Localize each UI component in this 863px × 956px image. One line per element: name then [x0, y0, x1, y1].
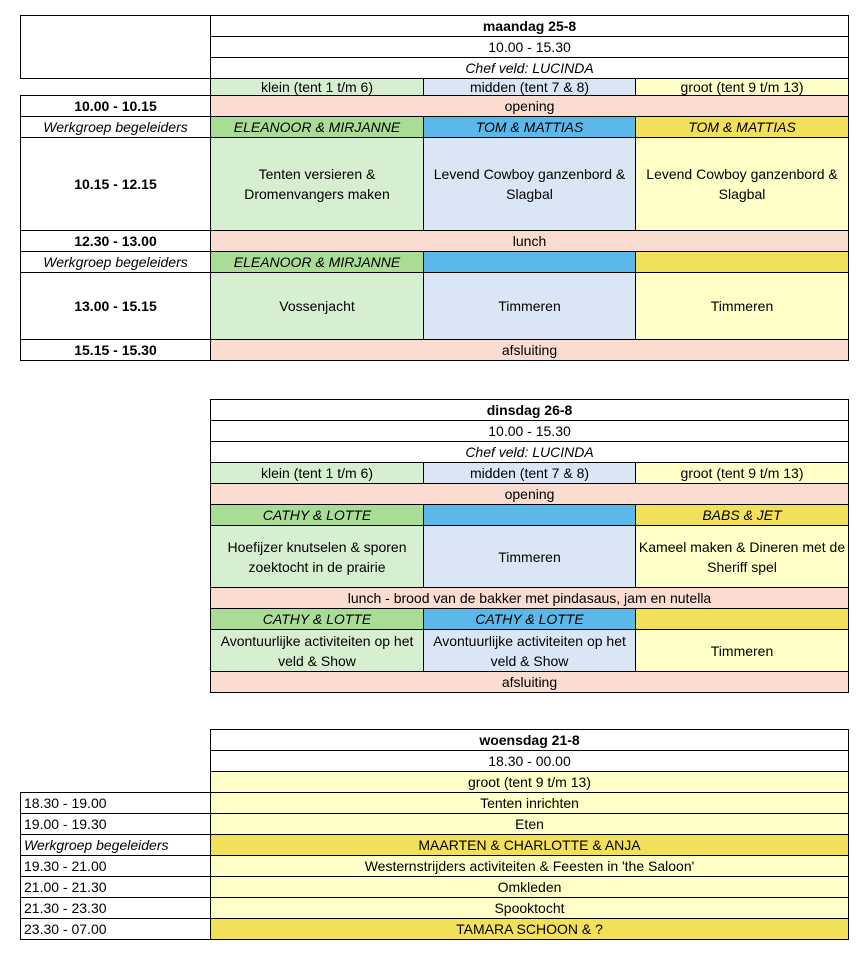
group-midden: midden (tent 7 & 8) [424, 79, 636, 96]
opening-row: opening [211, 96, 849, 117]
leader-klein: ELEANOOR & MIRJANNE [211, 252, 424, 273]
activity-midden: Timmeren [424, 273, 636, 340]
leader-klein: ELEANOOR & MIRJANNE [211, 117, 424, 138]
werkgroep-label: Werkgroep begeleiders [21, 117, 211, 138]
activity-klein: Vossenjacht [211, 273, 424, 340]
afsluiting-row: afsluiting [211, 672, 849, 693]
opening-row: opening [211, 484, 849, 505]
lunch-row: lunch [211, 231, 849, 252]
time-slot: 13.00 - 15.15 [21, 273, 211, 340]
group-groot: groot (tent 9 t/m 13) [636, 79, 849, 96]
lunch-row: lunch - brood van de bakker met pindasaus, jam en nutella [211, 588, 849, 609]
day-hours: 10.00 - 15.30 [211, 421, 849, 442]
time-slot: 12.30 - 13.00 [21, 231, 211, 252]
afsluiting-row: afsluiting [211, 340, 849, 361]
group-groot: groot (tent 9 t/m 13) [211, 772, 849, 793]
chef-veld: Chef veld: LUCINDA [211, 58, 849, 79]
leader-groot: TOM & MATTIAS [636, 117, 849, 138]
leader-groot [636, 252, 849, 273]
time-slot: 18.30 - 19.00 [21, 793, 211, 814]
spacer-cell [21, 751, 211, 772]
time-slot: 10.00 - 10.15 [21, 96, 211, 117]
group-midden: midden (tent 7 & 8) [424, 463, 636, 484]
chef-veld: Chef veld: LUCINDA [211, 442, 849, 463]
group-klein: klein (tent 1 t/m 6) [211, 79, 424, 96]
activity-groot: Timmeren [636, 630, 849, 672]
leader-midden: TOM & MATTIAS [424, 117, 636, 138]
activity-row: Tenten inrichten [211, 793, 849, 814]
day-header: maandag 25-8 [211, 16, 849, 37]
schedule-tuesday [210, 399, 849, 693]
activity-klein: Hoefijzer knutselen & sporen zoektocht in de prairie [211, 526, 424, 588]
werkgroep-label: Werkgroep begeleiders [21, 835, 211, 856]
day-header: dinsdag 26-8 [211, 400, 849, 421]
schedule-wednesday [20, 729, 849, 940]
time-slot: 10.15 - 12.15 [21, 138, 211, 231]
leader-midden: CATHY & LOTTE [424, 609, 636, 630]
activity-row: Westernstrijders activiteiten & Feesten in 'the Saloon' [211, 856, 849, 877]
leader-row: TAMARA SCHOON & ? [211, 919, 849, 940]
time-slot: 21.30 - 23.30 [21, 898, 211, 919]
activity-row: Omkleden [211, 877, 849, 898]
activity-klein: Avontuurlijke activiteiten op het veld & Show [211, 630, 424, 672]
activity-row: Spooktocht [211, 898, 849, 919]
schedule-monday [20, 15, 849, 361]
day-hours: 10.00 - 15.30 [211, 37, 849, 58]
leader-row: MAARTEN & CHARLOTTE & ANJA [211, 835, 849, 856]
spacer-cell [21, 772, 211, 793]
leader-groot: BABS & JET [636, 505, 849, 526]
leader-midden [424, 505, 636, 526]
werkgroep-label: Werkgroep begeleiders [21, 252, 211, 273]
activity-midden: Timmeren [424, 526, 636, 588]
leader-groot [636, 609, 849, 630]
day-header: woensdag 21-8 [211, 730, 849, 751]
group-klein: klein (tent 1 t/m 6) [211, 463, 424, 484]
activity-midden: Avontuurlijke activiteiten op het veld & Show [424, 630, 636, 672]
time-slot: 21.00 - 21.30 [21, 877, 211, 898]
day-hours: 18.30 - 00.00 [211, 751, 849, 772]
time-slot: 19.30 - 21.00 [21, 856, 211, 877]
leader-midden [424, 252, 636, 273]
leader-klein: CATHY & LOTTE [211, 609, 424, 630]
time-slot: 19.00 - 19.30 [21, 814, 211, 835]
activity-groot: Timmeren [636, 273, 849, 340]
time-slot: 15.15 - 15.30 [21, 340, 211, 361]
group-groot: groot (tent 9 t/m 13) [636, 463, 849, 484]
time-slot: 23.30 - 07.00 [21, 919, 211, 940]
spacer-cell [21, 79, 211, 96]
empty-corner-cell [21, 16, 211, 79]
activity-groot: Kameel maken & Dineren met de Sheriff spel [636, 526, 849, 588]
activity-klein: Tenten versieren & Dromenvangers maken [211, 138, 424, 231]
activity-row: Eten [211, 814, 849, 835]
spacer-cell [21, 730, 211, 751]
activity-midden: Levend Cowboy ganzenbord & Slagbal [424, 138, 636, 231]
leader-klein: CATHY & LOTTE [211, 505, 424, 526]
activity-groot: Levend Cowboy ganzenbord & Slagbal [636, 138, 849, 231]
